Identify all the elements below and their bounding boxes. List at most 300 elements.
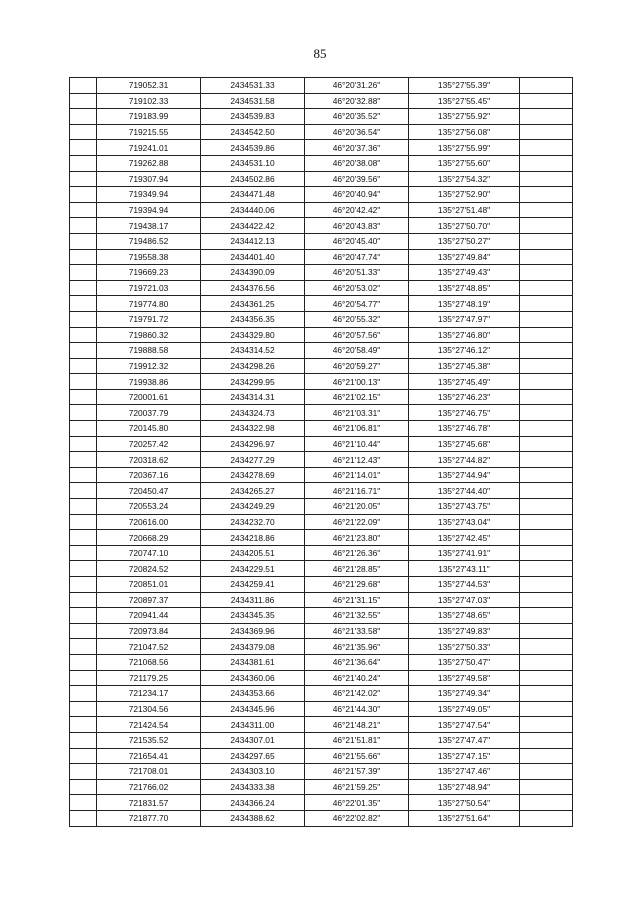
latitude-cell: 46°21'26.36" bbox=[305, 545, 409, 561]
x-coordinate-cell: 719394.94 bbox=[97, 202, 201, 218]
x-coordinate-cell: 719215.55 bbox=[97, 124, 201, 140]
blank-left-cell bbox=[70, 514, 97, 530]
y-coordinate-cell: 2434259.41 bbox=[201, 577, 305, 593]
latitude-cell: 46°21'10.44" bbox=[305, 436, 409, 452]
y-coordinate-cell: 2434311.86 bbox=[201, 592, 305, 608]
blank-right-cell bbox=[520, 592, 573, 608]
longitude-cell: 135°27'43.04" bbox=[409, 514, 520, 530]
blank-left-cell bbox=[70, 436, 97, 452]
x-coordinate-cell: 720668.29 bbox=[97, 530, 201, 546]
latitude-cell: 46°20'59.27" bbox=[305, 358, 409, 374]
table-row bbox=[70, 452, 573, 468]
table-row bbox=[70, 779, 573, 795]
latitude-cell: 46°20'36.54" bbox=[305, 124, 409, 140]
blank-left-cell bbox=[70, 545, 97, 561]
latitude-cell: 46°20'53.02" bbox=[305, 280, 409, 296]
blank-left-cell bbox=[70, 795, 97, 811]
longitude-cell: 135°27'55.45" bbox=[409, 93, 520, 109]
table-row bbox=[70, 265, 573, 281]
blank-left-cell bbox=[70, 639, 97, 655]
y-coordinate-cell: 2434366.24 bbox=[201, 795, 305, 811]
table-row bbox=[70, 405, 573, 421]
blank-right-cell bbox=[520, 686, 573, 702]
blank-right-cell bbox=[520, 358, 573, 374]
longitude-cell: 135°27'49.43" bbox=[409, 265, 520, 281]
y-coordinate-cell: 2434376.56 bbox=[201, 280, 305, 296]
blank-left-cell bbox=[70, 421, 97, 437]
longitude-cell: 135°27'49.34" bbox=[409, 686, 520, 702]
blank-left-cell bbox=[70, 374, 97, 390]
table-row bbox=[70, 436, 573, 452]
longitude-cell: 135°27'48.94" bbox=[409, 779, 520, 795]
latitude-cell: 46°21'55.66" bbox=[305, 748, 409, 764]
longitude-cell: 135°27'50.47" bbox=[409, 654, 520, 670]
longitude-cell: 135°27'50.27" bbox=[409, 233, 520, 249]
x-coordinate-cell: 720367.16 bbox=[97, 467, 201, 483]
table-row bbox=[70, 280, 573, 296]
blank-left-cell bbox=[70, 561, 97, 577]
x-coordinate-cell: 720897.37 bbox=[97, 592, 201, 608]
y-coordinate-cell: 2434539.83 bbox=[201, 109, 305, 125]
blank-right-cell bbox=[520, 779, 573, 795]
table-row bbox=[70, 78, 573, 94]
table-row bbox=[70, 249, 573, 265]
blank-left-cell bbox=[70, 748, 97, 764]
blank-left-cell bbox=[70, 779, 97, 795]
blank-right-cell bbox=[520, 514, 573, 530]
blank-left-cell bbox=[70, 187, 97, 203]
table-row bbox=[70, 343, 573, 359]
blank-left-cell bbox=[70, 764, 97, 780]
blank-right-cell bbox=[520, 249, 573, 265]
latitude-cell: 46°21'29.68" bbox=[305, 577, 409, 593]
table-row bbox=[70, 296, 573, 312]
x-coordinate-cell: 719774.80 bbox=[97, 296, 201, 312]
blank-right-cell bbox=[520, 732, 573, 748]
longitude-cell: 135°27'48.19" bbox=[409, 296, 520, 312]
longitude-cell: 135°27'51.64" bbox=[409, 810, 520, 826]
blank-right-cell bbox=[520, 171, 573, 187]
y-coordinate-cell: 2434542.50 bbox=[201, 124, 305, 140]
blank-right-cell bbox=[520, 374, 573, 390]
table-row bbox=[70, 545, 573, 561]
blank-left-cell bbox=[70, 810, 97, 826]
blank-right-cell bbox=[520, 187, 573, 203]
blank-right-cell bbox=[520, 389, 573, 405]
x-coordinate-cell: 720941.44 bbox=[97, 608, 201, 624]
y-coordinate-cell: 2434329.80 bbox=[201, 327, 305, 343]
y-coordinate-cell: 2434296.97 bbox=[201, 436, 305, 452]
blank-left-cell bbox=[70, 701, 97, 717]
longitude-cell: 135°27'46.78" bbox=[409, 421, 520, 437]
y-coordinate-cell: 2434390.09 bbox=[201, 265, 305, 281]
blank-right-cell bbox=[520, 124, 573, 140]
blank-right-cell bbox=[520, 218, 573, 234]
latitude-cell: 46°21'59.25" bbox=[305, 779, 409, 795]
blank-right-cell bbox=[520, 311, 573, 327]
x-coordinate-cell: 720450.47 bbox=[97, 483, 201, 499]
longitude-cell: 135°27'45.49" bbox=[409, 374, 520, 390]
y-coordinate-cell: 2434314.31 bbox=[201, 389, 305, 405]
y-coordinate-cell: 2434265.27 bbox=[201, 483, 305, 499]
blank-right-cell bbox=[520, 436, 573, 452]
blank-right-cell bbox=[520, 109, 573, 125]
y-coordinate-cell: 2434531.10 bbox=[201, 155, 305, 171]
blank-right-cell bbox=[520, 810, 573, 826]
latitude-cell: 46°21'33.58" bbox=[305, 623, 409, 639]
latitude-cell: 46°20'42.42" bbox=[305, 202, 409, 218]
x-coordinate-cell: 721304.56 bbox=[97, 701, 201, 717]
blank-left-cell bbox=[70, 592, 97, 608]
blank-left-cell bbox=[70, 78, 97, 94]
table-row bbox=[70, 327, 573, 343]
blank-right-cell bbox=[520, 561, 573, 577]
blank-left-cell bbox=[70, 202, 97, 218]
y-coordinate-cell: 2434531.58 bbox=[201, 93, 305, 109]
blank-left-cell bbox=[70, 124, 97, 140]
blank-right-cell bbox=[520, 795, 573, 811]
coordinates-table-body bbox=[70, 78, 573, 827]
longitude-cell: 135°27'48.65" bbox=[409, 608, 520, 624]
x-coordinate-cell: 719669.23 bbox=[97, 265, 201, 281]
x-coordinate-cell: 720318.62 bbox=[97, 452, 201, 468]
x-coordinate-cell: 720037.79 bbox=[97, 405, 201, 421]
y-coordinate-cell: 2434345.96 bbox=[201, 701, 305, 717]
blank-left-cell bbox=[70, 654, 97, 670]
y-coordinate-cell: 2434353.66 bbox=[201, 686, 305, 702]
x-coordinate-cell: 720145.80 bbox=[97, 421, 201, 437]
y-coordinate-cell: 2434369.96 bbox=[201, 623, 305, 639]
y-coordinate-cell: 2434298.26 bbox=[201, 358, 305, 374]
longitude-cell: 135°27'44.53" bbox=[409, 577, 520, 593]
table-row bbox=[70, 530, 573, 546]
longitude-cell: 135°27'45.68" bbox=[409, 436, 520, 452]
blank-right-cell bbox=[520, 280, 573, 296]
latitude-cell: 46°21'06.81" bbox=[305, 421, 409, 437]
x-coordinate-cell: 721877.70 bbox=[97, 810, 201, 826]
blank-right-cell bbox=[520, 155, 573, 171]
blank-right-cell bbox=[520, 233, 573, 249]
y-coordinate-cell: 2434205.51 bbox=[201, 545, 305, 561]
latitude-cell: 46°20'45.40" bbox=[305, 233, 409, 249]
blank-right-cell bbox=[520, 577, 573, 593]
x-coordinate-cell: 721708.01 bbox=[97, 764, 201, 780]
latitude-cell: 46°20'51.33" bbox=[305, 265, 409, 281]
table-row bbox=[70, 389, 573, 405]
blank-left-cell bbox=[70, 327, 97, 343]
longitude-cell: 135°27'44.40" bbox=[409, 483, 520, 499]
latitude-cell: 46°20'38.08" bbox=[305, 155, 409, 171]
y-coordinate-cell: 2434412.13 bbox=[201, 233, 305, 249]
y-coordinate-cell: 2434360.06 bbox=[201, 670, 305, 686]
x-coordinate-cell: 719888.58 bbox=[97, 343, 201, 359]
blank-left-cell bbox=[70, 732, 97, 748]
longitude-cell: 135°27'45.38" bbox=[409, 358, 520, 374]
table-row bbox=[70, 93, 573, 109]
x-coordinate-cell: 720973.84 bbox=[97, 623, 201, 639]
blank-left-cell bbox=[70, 577, 97, 593]
y-coordinate-cell: 2434361.25 bbox=[201, 296, 305, 312]
longitude-cell: 135°27'49.83" bbox=[409, 623, 520, 639]
table-row bbox=[70, 810, 573, 826]
x-coordinate-cell: 719307.94 bbox=[97, 171, 201, 187]
table-row bbox=[70, 639, 573, 655]
y-coordinate-cell: 2434311.00 bbox=[201, 717, 305, 733]
blank-right-cell bbox=[520, 327, 573, 343]
table-row bbox=[70, 608, 573, 624]
x-coordinate-cell: 719102.33 bbox=[97, 93, 201, 109]
blank-right-cell bbox=[520, 764, 573, 780]
y-coordinate-cell: 2434531.33 bbox=[201, 78, 305, 94]
y-coordinate-cell: 2434388.62 bbox=[201, 810, 305, 826]
longitude-cell: 135°27'47.54" bbox=[409, 717, 520, 733]
blank-left-cell bbox=[70, 405, 97, 421]
blank-left-cell bbox=[70, 280, 97, 296]
x-coordinate-cell: 719349.94 bbox=[97, 187, 201, 203]
latitude-cell: 46°20'31.26" bbox=[305, 78, 409, 94]
y-coordinate-cell: 2434539.86 bbox=[201, 140, 305, 156]
blank-left-cell bbox=[70, 483, 97, 499]
y-coordinate-cell: 2434314.52 bbox=[201, 343, 305, 359]
y-coordinate-cell: 2434440.06 bbox=[201, 202, 305, 218]
blank-left-cell bbox=[70, 499, 97, 515]
blank-left-cell bbox=[70, 686, 97, 702]
latitude-cell: 46°21'35.96" bbox=[305, 639, 409, 655]
blank-right-cell bbox=[520, 78, 573, 94]
latitude-cell: 46°21'16.71" bbox=[305, 483, 409, 499]
blank-right-cell bbox=[520, 296, 573, 312]
blank-right-cell bbox=[520, 701, 573, 717]
latitude-cell: 46°20'54.77" bbox=[305, 296, 409, 312]
latitude-cell: 46°21'22.09" bbox=[305, 514, 409, 530]
latitude-cell: 46°21'23.80" bbox=[305, 530, 409, 546]
table-row bbox=[70, 171, 573, 187]
longitude-cell: 135°27'49.84" bbox=[409, 249, 520, 265]
table-row bbox=[70, 686, 573, 702]
latitude-cell: 46°21'32.55" bbox=[305, 608, 409, 624]
longitude-cell: 135°27'55.39" bbox=[409, 78, 520, 94]
latitude-cell: 46°21'03.31" bbox=[305, 405, 409, 421]
latitude-cell: 46°21'28.85" bbox=[305, 561, 409, 577]
table-row bbox=[70, 202, 573, 218]
table-row bbox=[70, 233, 573, 249]
table-row bbox=[70, 187, 573, 203]
table-row bbox=[70, 467, 573, 483]
blank-left-cell bbox=[70, 717, 97, 733]
table-row bbox=[70, 764, 573, 780]
y-coordinate-cell: 2434379.08 bbox=[201, 639, 305, 655]
table-row bbox=[70, 732, 573, 748]
x-coordinate-cell: 720616.00 bbox=[97, 514, 201, 530]
latitude-cell: 46°21'31.15" bbox=[305, 592, 409, 608]
table-row bbox=[70, 483, 573, 499]
longitude-cell: 135°27'55.92" bbox=[409, 109, 520, 125]
blank-left-cell bbox=[70, 171, 97, 187]
blank-left-cell bbox=[70, 467, 97, 483]
blank-right-cell bbox=[520, 93, 573, 109]
y-coordinate-cell: 2434471.48 bbox=[201, 187, 305, 203]
y-coordinate-cell: 2434277.29 bbox=[201, 452, 305, 468]
latitude-cell: 46°20'43.83" bbox=[305, 218, 409, 234]
x-coordinate-cell: 721831.57 bbox=[97, 795, 201, 811]
latitude-cell: 46°21'44.30" bbox=[305, 701, 409, 717]
blank-left-cell bbox=[70, 296, 97, 312]
longitude-cell: 135°27'43.11" bbox=[409, 561, 520, 577]
latitude-cell: 46°20'35.52" bbox=[305, 109, 409, 125]
y-coordinate-cell: 2434422.42 bbox=[201, 218, 305, 234]
table-row bbox=[70, 795, 573, 811]
x-coordinate-cell: 719721.03 bbox=[97, 280, 201, 296]
latitude-cell: 46°20'55.32" bbox=[305, 311, 409, 327]
blank-right-cell bbox=[520, 452, 573, 468]
x-coordinate-cell: 720001.61 bbox=[97, 389, 201, 405]
blank-left-cell bbox=[70, 109, 97, 125]
x-coordinate-cell: 719486.52 bbox=[97, 233, 201, 249]
longitude-cell: 135°27'54.32" bbox=[409, 171, 520, 187]
table-row bbox=[70, 717, 573, 733]
blank-left-cell bbox=[70, 140, 97, 156]
x-coordinate-cell: 719262.88 bbox=[97, 155, 201, 171]
blank-left-cell bbox=[70, 530, 97, 546]
y-coordinate-cell: 2434307.01 bbox=[201, 732, 305, 748]
blank-right-cell bbox=[520, 654, 573, 670]
blank-right-cell bbox=[520, 265, 573, 281]
blank-right-cell bbox=[520, 483, 573, 499]
blank-left-cell bbox=[70, 311, 97, 327]
longitude-cell: 135°27'51.48" bbox=[409, 202, 520, 218]
y-coordinate-cell: 2434303.10 bbox=[201, 764, 305, 780]
longitude-cell: 135°27'47.15" bbox=[409, 748, 520, 764]
latitude-cell: 46°21'36.64" bbox=[305, 654, 409, 670]
longitude-cell: 135°27'49.05" bbox=[409, 701, 520, 717]
latitude-cell: 46°21'42.02" bbox=[305, 686, 409, 702]
x-coordinate-cell: 720553.24 bbox=[97, 499, 201, 515]
longitude-cell: 135°27'46.12" bbox=[409, 343, 520, 359]
longitude-cell: 135°27'52.90" bbox=[409, 187, 520, 203]
blank-right-cell bbox=[520, 343, 573, 359]
latitude-cell: 46°20'32.88" bbox=[305, 93, 409, 109]
table-row bbox=[70, 514, 573, 530]
y-coordinate-cell: 2434356.35 bbox=[201, 311, 305, 327]
table-row bbox=[70, 155, 573, 171]
blank-left-cell bbox=[70, 155, 97, 171]
y-coordinate-cell: 2434502.86 bbox=[201, 171, 305, 187]
x-coordinate-cell: 721654.41 bbox=[97, 748, 201, 764]
longitude-cell: 135°27'46.23" bbox=[409, 389, 520, 405]
y-coordinate-cell: 2434299.95 bbox=[201, 374, 305, 390]
latitude-cell: 46°21'40.24" bbox=[305, 670, 409, 686]
blank-left-cell bbox=[70, 218, 97, 234]
longitude-cell: 135°27'56.08" bbox=[409, 124, 520, 140]
x-coordinate-cell: 721234.17 bbox=[97, 686, 201, 702]
blank-right-cell bbox=[520, 717, 573, 733]
longitude-cell: 135°27'43.75" bbox=[409, 499, 520, 515]
latitude-cell: 46°21'12.43" bbox=[305, 452, 409, 468]
longitude-cell: 135°27'44.94" bbox=[409, 467, 520, 483]
table-row bbox=[70, 748, 573, 764]
x-coordinate-cell: 721179.25 bbox=[97, 670, 201, 686]
y-coordinate-cell: 2434249.29 bbox=[201, 499, 305, 515]
longitude-cell: 135°27'47.03" bbox=[409, 592, 520, 608]
latitude-cell: 46°22'02.82" bbox=[305, 810, 409, 826]
table-row bbox=[70, 421, 573, 437]
x-coordinate-cell: 721535.52 bbox=[97, 732, 201, 748]
table-row bbox=[70, 592, 573, 608]
latitude-cell: 46°21'20.05" bbox=[305, 499, 409, 515]
coordinates-table bbox=[69, 77, 573, 827]
table-row bbox=[70, 140, 573, 156]
blank-left-cell bbox=[70, 265, 97, 281]
table-row bbox=[70, 311, 573, 327]
coordinates-table-container bbox=[69, 77, 572, 827]
latitude-cell: 46°21'51.81" bbox=[305, 732, 409, 748]
longitude-cell: 135°27'42.45" bbox=[409, 530, 520, 546]
blank-left-cell bbox=[70, 249, 97, 265]
blank-right-cell bbox=[520, 748, 573, 764]
table-row bbox=[70, 218, 573, 234]
table-row bbox=[70, 577, 573, 593]
y-coordinate-cell: 2434229.51 bbox=[201, 561, 305, 577]
x-coordinate-cell: 719438.17 bbox=[97, 218, 201, 234]
blank-left-cell bbox=[70, 233, 97, 249]
x-coordinate-cell: 719791.72 bbox=[97, 311, 201, 327]
latitude-cell: 46°20'40.94" bbox=[305, 187, 409, 203]
blank-left-cell bbox=[70, 358, 97, 374]
x-coordinate-cell: 719912.32 bbox=[97, 358, 201, 374]
latitude-cell: 46°21'14.01" bbox=[305, 467, 409, 483]
x-coordinate-cell: 721424.54 bbox=[97, 717, 201, 733]
x-coordinate-cell: 719183.99 bbox=[97, 109, 201, 125]
longitude-cell: 135°27'41.91" bbox=[409, 545, 520, 561]
blank-right-cell bbox=[520, 670, 573, 686]
table-row bbox=[70, 654, 573, 670]
table-row bbox=[70, 701, 573, 717]
y-coordinate-cell: 2434218.86 bbox=[201, 530, 305, 546]
y-coordinate-cell: 2434278.69 bbox=[201, 467, 305, 483]
table-row bbox=[70, 124, 573, 140]
y-coordinate-cell: 2434333.38 bbox=[201, 779, 305, 795]
latitude-cell: 46°22'01.35" bbox=[305, 795, 409, 811]
blank-right-cell bbox=[520, 202, 573, 218]
blank-left-cell bbox=[70, 452, 97, 468]
x-coordinate-cell: 720747.10 bbox=[97, 545, 201, 561]
latitude-cell: 46°20'39.56" bbox=[305, 171, 409, 187]
latitude-cell: 46°21'57.39" bbox=[305, 764, 409, 780]
blank-left-cell bbox=[70, 389, 97, 405]
longitude-cell: 135°27'55.99" bbox=[409, 140, 520, 156]
latitude-cell: 46°21'02.15" bbox=[305, 389, 409, 405]
table-row bbox=[70, 623, 573, 639]
blank-left-cell bbox=[70, 343, 97, 359]
longitude-cell: 135°27'46.80" bbox=[409, 327, 520, 343]
blank-left-cell bbox=[70, 93, 97, 109]
blank-right-cell bbox=[520, 608, 573, 624]
blank-right-cell bbox=[520, 467, 573, 483]
longitude-cell: 135°27'50.70" bbox=[409, 218, 520, 234]
blank-right-cell bbox=[520, 405, 573, 421]
y-coordinate-cell: 2434322.98 bbox=[201, 421, 305, 437]
y-coordinate-cell: 2434381.61 bbox=[201, 654, 305, 670]
latitude-cell: 46°20'37.36" bbox=[305, 140, 409, 156]
y-coordinate-cell: 2434401.40 bbox=[201, 249, 305, 265]
latitude-cell: 46°21'00.13" bbox=[305, 374, 409, 390]
blank-right-cell bbox=[520, 530, 573, 546]
blank-left-cell bbox=[70, 608, 97, 624]
blank-right-cell bbox=[520, 499, 573, 515]
x-coordinate-cell: 719241.01 bbox=[97, 140, 201, 156]
longitude-cell: 135°27'55.60" bbox=[409, 155, 520, 171]
table-row bbox=[70, 109, 573, 125]
